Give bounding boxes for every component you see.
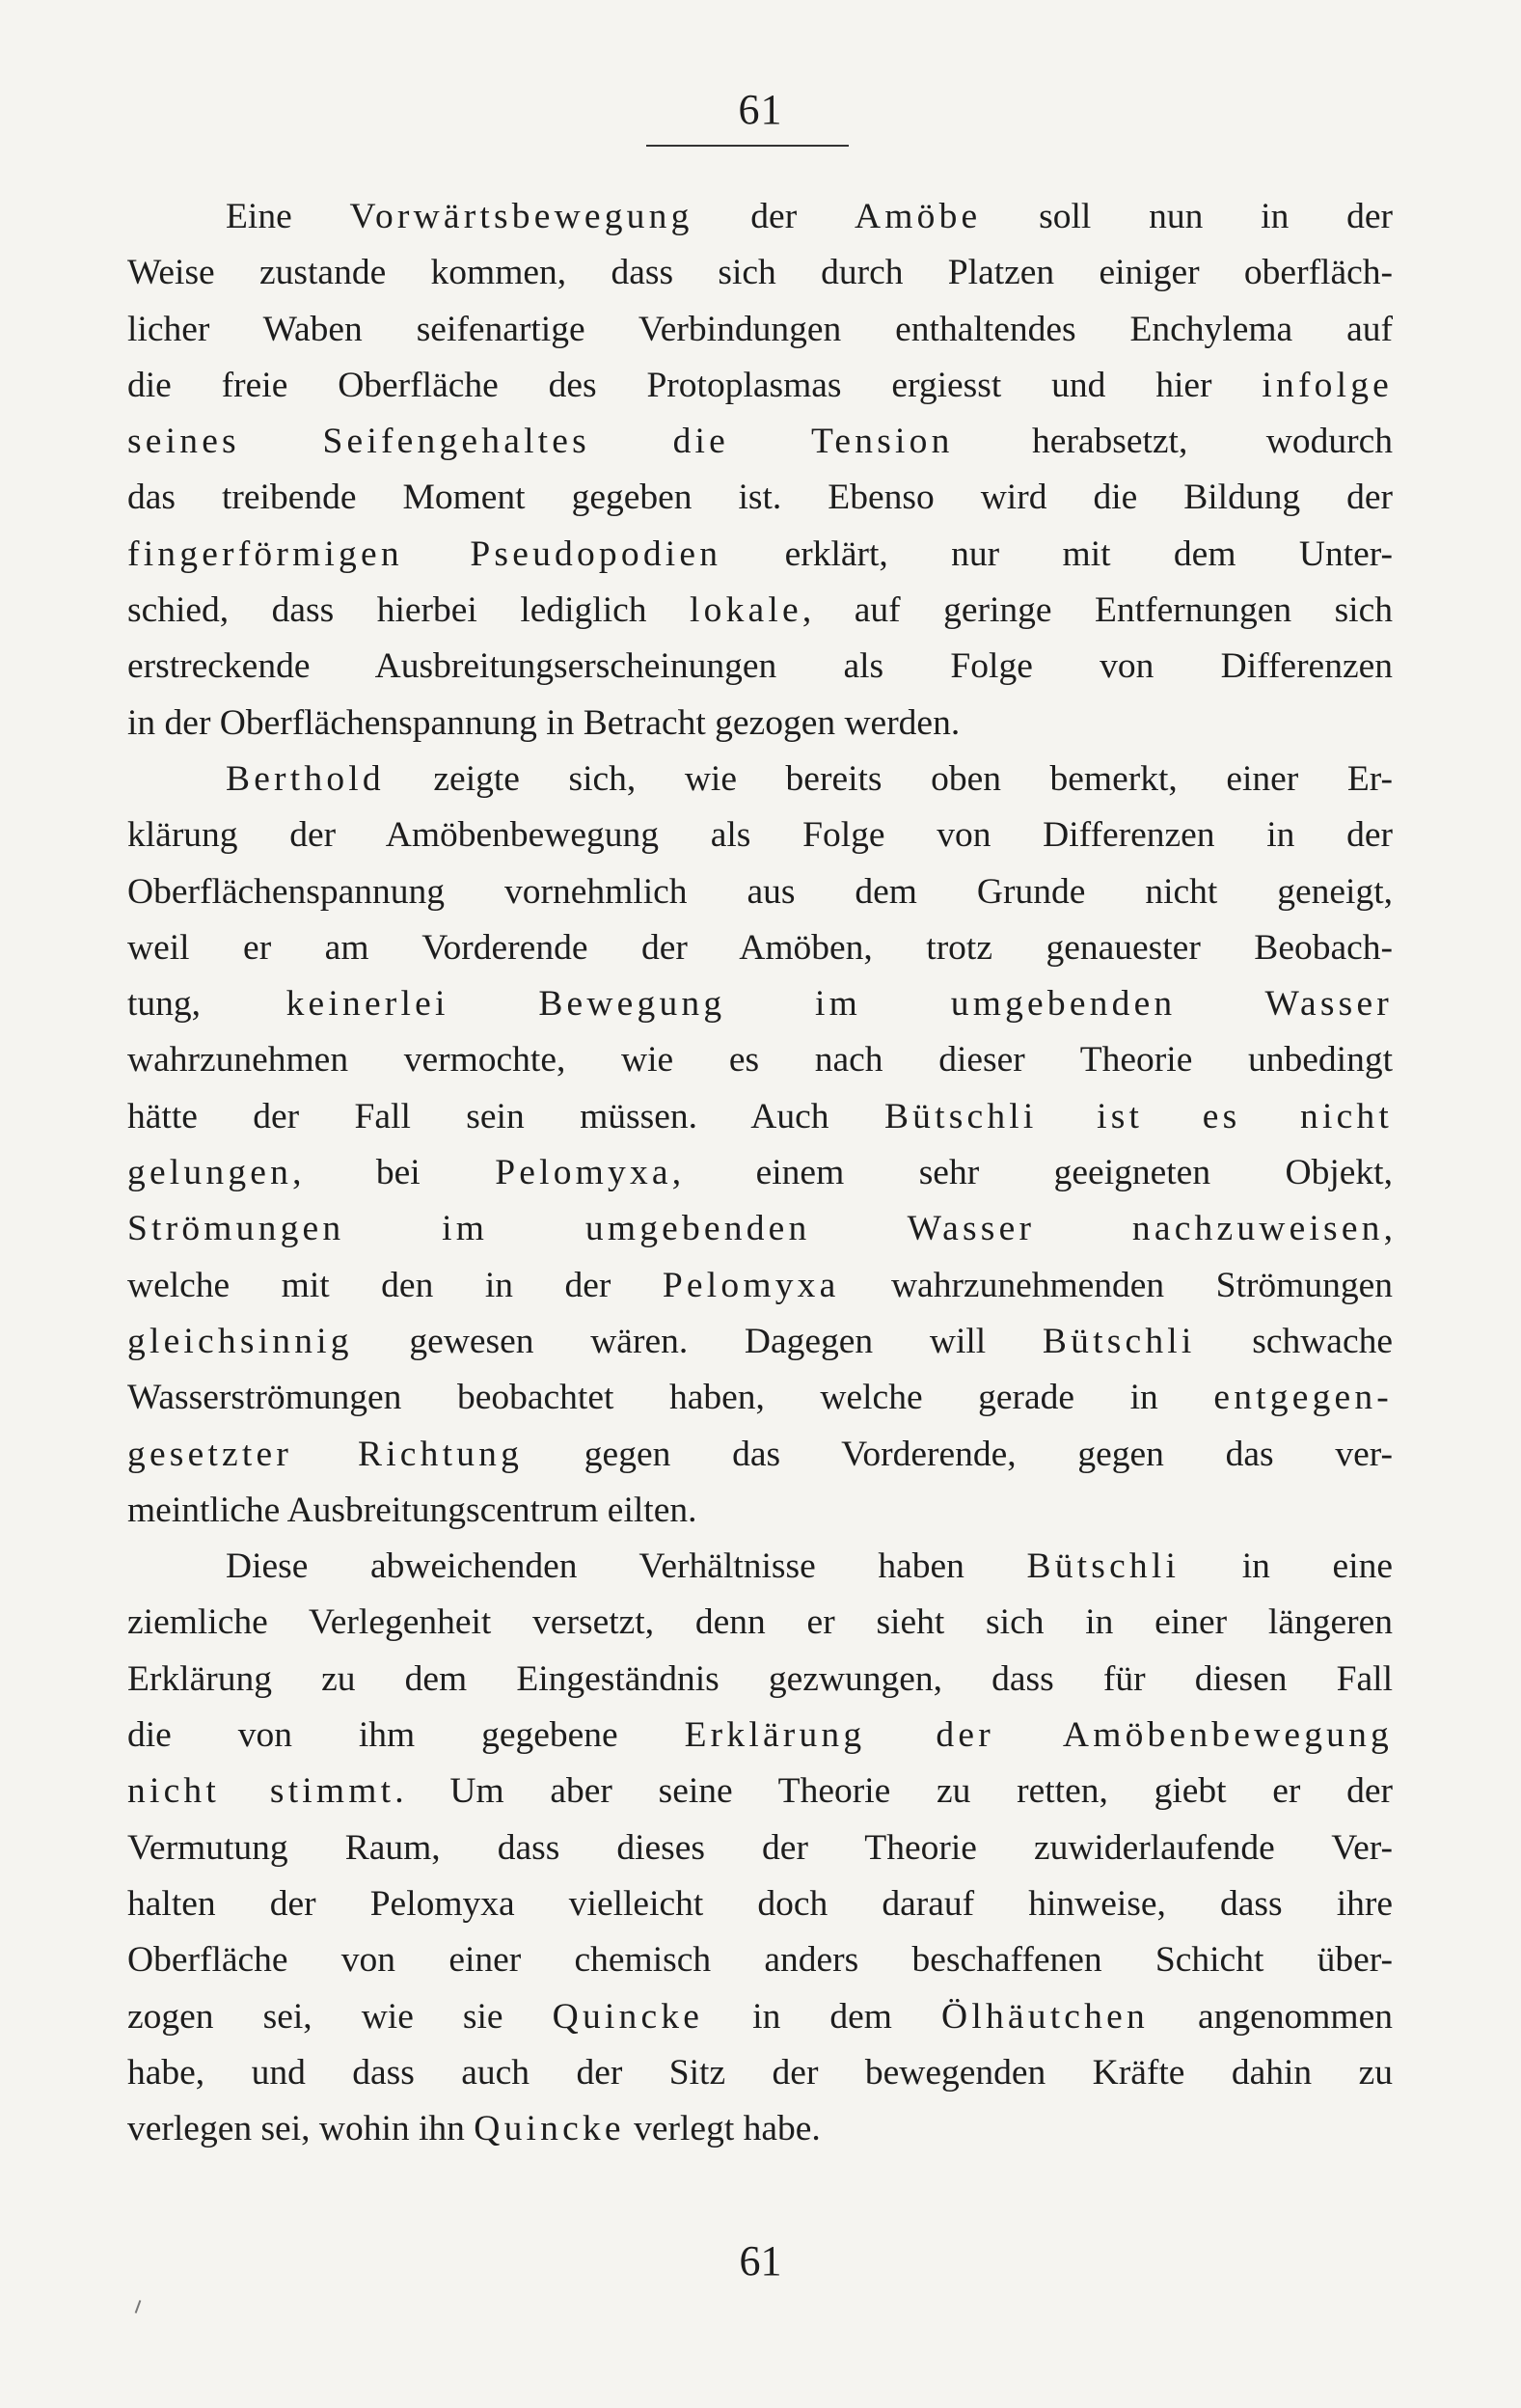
- text-line: [127, 527, 1393, 583]
- text-line: [127, 1201, 1393, 1257]
- spaced-emphasis-text: Ölhäutchen: [941, 1996, 1149, 2037]
- text-run: das treibende Moment gegeben ist. Ebenso wird die Bildung der: [127, 478, 1393, 518]
- paragraph: [127, 752, 1393, 1539]
- text-line: [127, 583, 1393, 639]
- text-line: [127, 1145, 1393, 1201]
- text-line: [127, 1032, 1393, 1088]
- spaced-emphasis-text: Bütschli: [1042, 1321, 1196, 1361]
- spaced-emphasis-text: Quincke: [552, 1996, 704, 2037]
- text-run: zogen sei, wie sie: [127, 1996, 553, 2037]
- text-line: [127, 752, 1393, 807]
- spaced-emphasis-text: lokale: [690, 590, 802, 631]
- text-line: [127, 864, 1393, 920]
- text-run: . Um aber seine Theorie zu retten, giebt er der: [394, 1771, 1393, 1812]
- text-run: ziemliche Verlegenheit versetzt, denn er sieht sich in einer längeren: [127, 1602, 1393, 1643]
- text-line: [127, 696, 1393, 752]
- text-run: Erklärung zu dem Eingeständnis gezwungen, dass für diesen Fall: [127, 1658, 1393, 1699]
- text-run: halten der Pelomyxa vielleicht doch darauf hinweise, dass ihre: [127, 1883, 1393, 1924]
- text-run: erstreckende Ausbreitungserscheinungen als Folge von Differenzen: [127, 646, 1393, 687]
- text-line: [127, 470, 1393, 526]
- text-line: [127, 639, 1393, 695]
- spaced-emphasis-text: gesetzter Richtung: [127, 1434, 524, 1474]
- text-run: Oberfläche von einer chemisch anders beschaffenen Schicht über-: [127, 1940, 1393, 1981]
- spaced-emphasis-text: Bütschli ist es nicht: [883, 1096, 1393, 1136]
- spaced-emphasis-text: Pelomyxa: [662, 1265, 840, 1305]
- text-run: angenommen: [1148, 1996, 1393, 2037]
- text-run: der: [693, 197, 855, 236]
- spaced-emphasis-text: infolge: [1262, 365, 1393, 405]
- text-line: [127, 1876, 1393, 1932]
- spaced-emphasis-text: fingerförmigen Pseudopodien: [127, 534, 722, 574]
- text-run: herabsetzt, wodurch: [953, 422, 1393, 462]
- text-line: [127, 976, 1393, 1032]
- spaced-emphasis-text: gleichsinnig: [127, 1321, 353, 1361]
- text-run: , einem sehr geeigneten Objekt,: [671, 1153, 1393, 1193]
- page-number-top: 61: [738, 86, 783, 133]
- text-run: Wasserströmungen beobachtet haben, welche gerade in: [127, 1378, 1214, 1418]
- text-run: , bei: [292, 1153, 496, 1193]
- text-line: [127, 1314, 1393, 1370]
- spaced-emphasis-text: Pelomyxa: [495, 1153, 672, 1193]
- text-run: tung,: [127, 984, 286, 1025]
- text-run: schwache: [1195, 1321, 1393, 1361]
- text-run: wahrzunehmenden Strömungen: [839, 1265, 1393, 1305]
- text-run: , auf geringe Entfernungen sich: [801, 590, 1393, 631]
- text-run: zeigte sich, wie bereits oben bemerkt, einer Er-: [384, 758, 1393, 799]
- text-run: erklärt, nur mit dem Unter-: [721, 534, 1393, 574]
- text-run: habe, und dass auch der Sitz der bewegenden Kräfte dahin zu: [127, 2052, 1393, 2093]
- text-line: [127, 1932, 1393, 1988]
- page-number-bottom: 61: [739, 2237, 782, 2285]
- text-run: soll nun in der: [981, 197, 1393, 236]
- text-line: [127, 1427, 1393, 1483]
- text-line: [127, 920, 1393, 976]
- text-run: verlegen sei, wohin ihn: [127, 2109, 475, 2149]
- paragraph: [127, 189, 1393, 752]
- text-line: [127, 1708, 1393, 1764]
- spaced-emphasis-text: gelungen: [127, 1153, 293, 1193]
- text-line: [127, 807, 1393, 863]
- spaced-emphasis-text: Berthold: [226, 758, 385, 799]
- text-line: [127, 1539, 1393, 1595]
- text-run: die freie Oberfläche des Protoplasmas ergiesst und hier: [127, 365, 1263, 405]
- text-line: [127, 189, 1393, 245]
- text-run: welche mit den in der: [127, 1265, 663, 1305]
- text-run: Vermutung Raum, dass dieses der Theorie zuwiderlaufende Ver-: [127, 1827, 1393, 1868]
- text-line: [127, 1989, 1393, 2045]
- spaced-emphasis-text: Amöbe: [854, 197, 982, 236]
- text-run: Diese abweichenden Verhältnisse haben: [226, 1546, 1027, 1587]
- text-run: schied, dass hierbei lediglich: [127, 590, 691, 631]
- text-run: klärung der Amöbenbewegung als Folge von Differenzen in der: [127, 815, 1393, 856]
- text-run: in der Oberflächenspannung in Betracht gezogen werden.: [127, 702, 961, 743]
- text-line: [127, 1652, 1393, 1708]
- spaced-emphasis-text: keinerlei Bewegung im umgebenden Wasser: [285, 984, 1393, 1025]
- text-line: [127, 245, 1393, 301]
- spaced-emphasis-text: seines Seifengehaltes die Tension: [127, 422, 954, 462]
- text-run: in eine: [1180, 1546, 1393, 1587]
- text-line: [127, 1258, 1393, 1314]
- text-run: gewesen wären. Dagegen will: [352, 1321, 1043, 1361]
- spaced-emphasis-text: entgegen-: [1213, 1378, 1393, 1418]
- spaced-emphasis-text: Erklärung der Amöbenbewegung: [684, 1715, 1393, 1756]
- text-line: [127, 1370, 1393, 1426]
- text-run: hätte der Fall sein müssen. Auch: [127, 1096, 884, 1136]
- text-run: Oberflächenspannung vornehmlich aus dem Grunde nicht geneigt,: [127, 871, 1393, 912]
- text-run: Eine: [226, 197, 350, 236]
- text-line: [127, 1483, 1393, 1539]
- text-run: meintliche Ausbreitungscentrum eilten.: [127, 1490, 697, 1530]
- text-run: licher Waben seifenartige Verbindungen enthaltendes Enchylema auf: [127, 309, 1393, 349]
- spaced-emphasis-text: Quincke: [474, 2109, 625, 2149]
- text-line: [127, 414, 1393, 470]
- spaced-emphasis-text: Bütschli: [1026, 1546, 1181, 1587]
- text-run: wahrzunehmen vermochte, wie es nach dieser Theorie unbedingt: [127, 1040, 1393, 1081]
- text-line: [127, 1089, 1393, 1145]
- text-run: verlegt habe.: [624, 2109, 821, 2149]
- spaced-emphasis-text: nicht stimmt: [127, 1771, 395, 1812]
- text-run: gegen das Vorderende, gegen das ver-: [523, 1434, 1393, 1474]
- paper-speck: [135, 2300, 142, 2313]
- text-run: in dem: [703, 1996, 942, 2037]
- text-line: [127, 358, 1393, 414]
- spaced-emphasis-text: Vorwärtsbewegung: [349, 197, 693, 236]
- text-line: [127, 1764, 1393, 1820]
- spaced-emphasis-text: Strömungen im umgebenden Wasser nachzuweisen: [127, 1209, 1384, 1249]
- text-line: [127, 302, 1393, 358]
- text-run: ,: [1383, 1209, 1393, 1249]
- text-line: [127, 1595, 1393, 1651]
- text-line: [127, 2045, 1393, 2101]
- text-run: Weise zustande kommen, dass sich durch Platzen einiger oberfläch-: [127, 253, 1393, 293]
- paragraph: [127, 1539, 1393, 2157]
- text-line: [127, 1820, 1393, 1876]
- text-line: [127, 2101, 1393, 2157]
- header-rule: [646, 145, 849, 147]
- text-run: weil er am Vorderende der Amöben, trotz genauester Beobach-: [127, 927, 1393, 968]
- body-text: [127, 189, 1393, 2157]
- text-run: die von ihm gegebene: [127, 1715, 685, 1756]
